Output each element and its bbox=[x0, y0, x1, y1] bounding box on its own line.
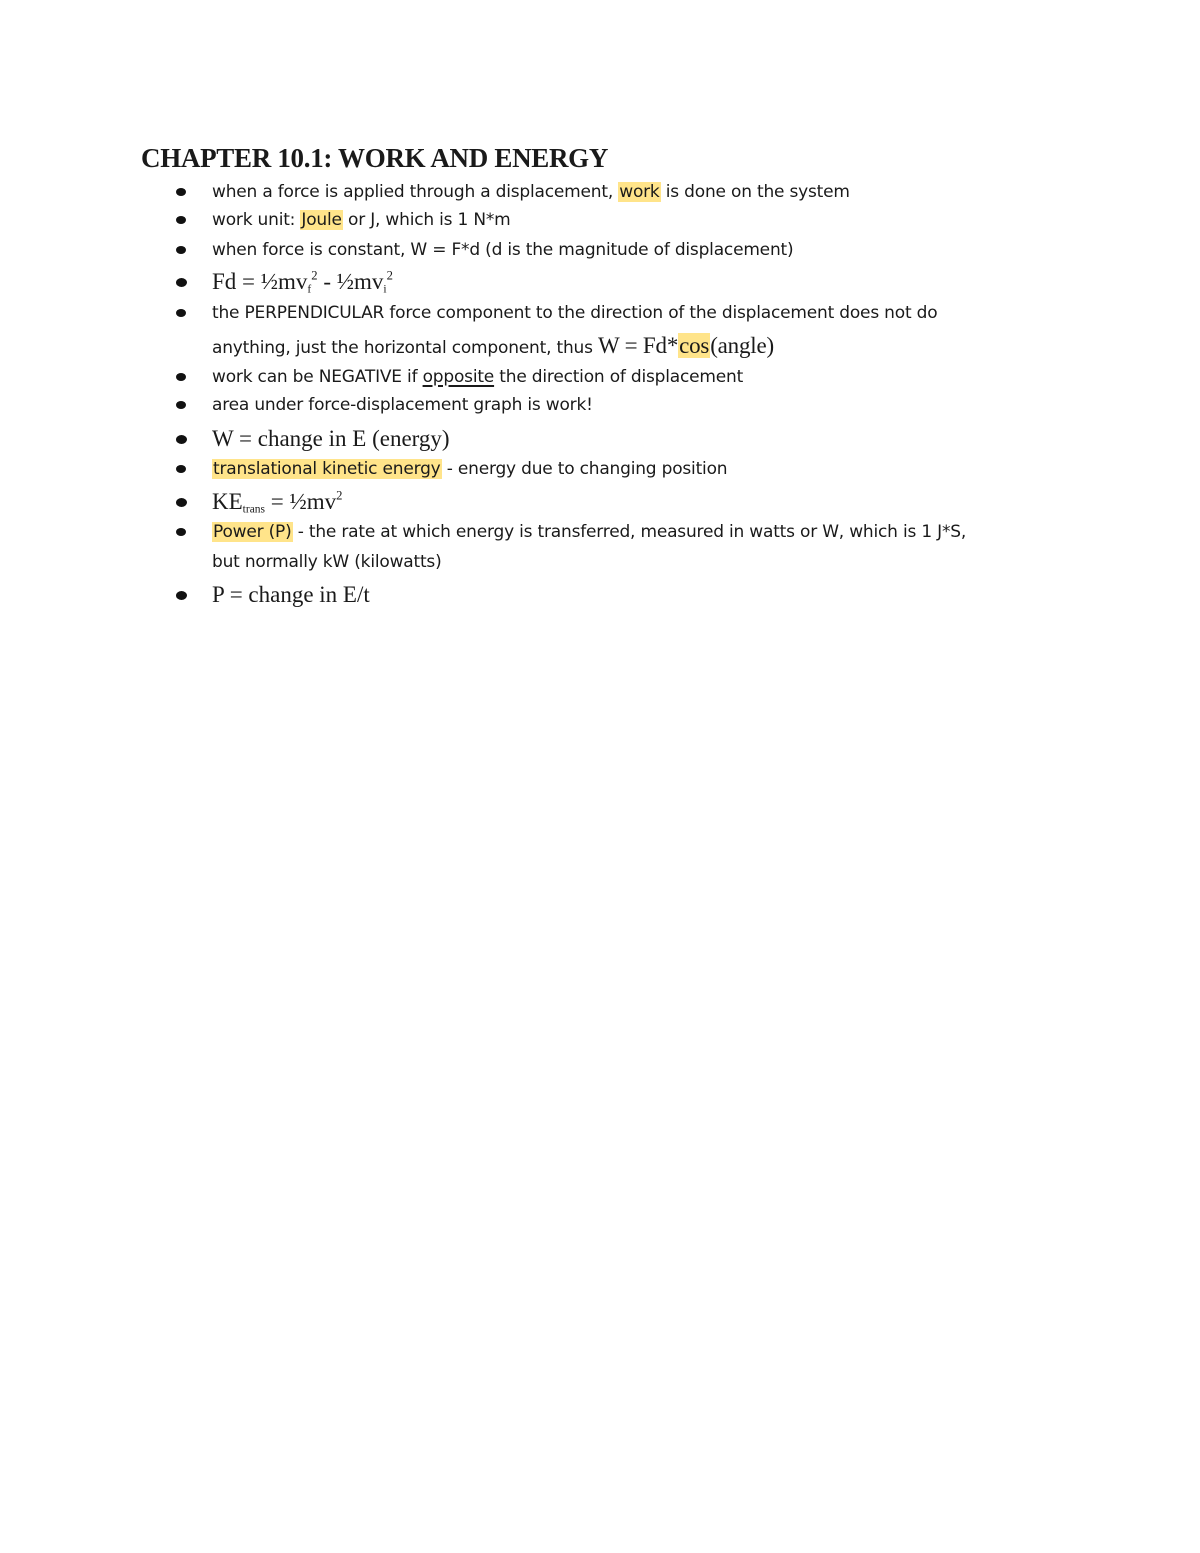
bullet-icon bbox=[176, 309, 186, 317]
list-item-formula: $KE_{trans}$ = $\frac{1}{2}mv^2$ bbox=[212, 487, 1062, 516]
underlined-opposite: opposite bbox=[422, 367, 495, 387]
bullet-icon bbox=[176, 373, 186, 381]
bullet-icon bbox=[176, 591, 187, 600]
list-item-continuation: anything, just the horizontal component, thus W = Fd*cos(angle) bbox=[212, 333, 774, 358]
bullet-icon bbox=[176, 401, 186, 409]
highlight-translational-ke: translational kinetic energy bbox=[213, 459, 441, 479]
list-item-continuation: but normally kW (kilowatts) bbox=[212, 552, 442, 572]
list-item: when force is constant, W = F*d (d is the magnitude of displacement) bbox=[212, 236, 1062, 265]
list-item: work unit: Joule or J, which is 1 N*m bbox=[212, 206, 1062, 235]
bullet-icon bbox=[176, 246, 186, 254]
highlight-cos: cos bbox=[679, 333, 710, 358]
list-item: work can be NEGATIVE if opposite the direction of displacement bbox=[212, 363, 1062, 392]
list-item-formula: P = change in E/t bbox=[212, 580, 1062, 609]
list-item-formula: $Fd = \frac{1}{2}mv_f^2$ - $\frac{1}{2}mv_i^2$ bbox=[212, 267, 1062, 296]
bullet-icon bbox=[176, 216, 186, 224]
list-item: the PERPENDICULAR force component to the direction of the displacement does not do bbox=[212, 299, 1062, 328]
chapter-title: CHAPTER 10.1: WORK AND ENERGY bbox=[141, 143, 609, 173]
bullet-icon bbox=[176, 465, 186, 473]
list-item: area under force-displacement graph is work! bbox=[212, 391, 1062, 420]
bullet-icon bbox=[176, 528, 186, 536]
list-item-formula: W = change in E (energy) bbox=[212, 424, 1062, 453]
bullet-icon bbox=[176, 278, 187, 287]
bullet-icon bbox=[176, 435, 187, 444]
highlight-joule: Joule bbox=[301, 210, 342, 230]
bullet-icon bbox=[176, 188, 186, 196]
list-item: Power (P) - the rate at which energy is transferred, measured in watts or W, which is 1 J*S, bbox=[212, 518, 1062, 547]
bullet-icon bbox=[176, 498, 187, 507]
list-item: translational kinetic energy - energy due to changing position bbox=[212, 455, 1062, 484]
highlight-power: Power (P) bbox=[213, 522, 292, 542]
list-item: when a force is applied through a displacement, work is done on the system bbox=[212, 178, 1062, 207]
highlight-work: work bbox=[619, 182, 660, 202]
